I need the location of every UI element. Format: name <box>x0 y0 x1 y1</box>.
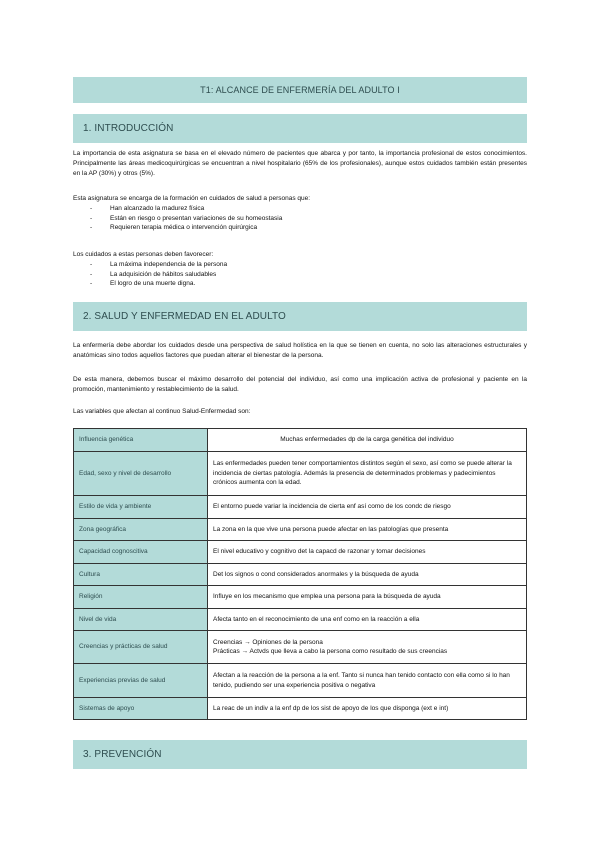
table-row <box>74 698 527 720</box>
table-value: El nivel educativo y cognitivo det la capacd de razonar y tomar decisiones <box>208 541 527 564</box>
table-key: Creencias y prácticas de salud <box>74 631 208 664</box>
table-key: Zona geográfica <box>74 519 208 541</box>
table-row <box>74 664 527 698</box>
table-value-line: Creencias → Opiniones de la persona <box>213 638 323 646</box>
table-key: Sistemas de apoyo <box>74 698 208 720</box>
intro-paragraph-2: Esta asignatura se encarga de la formación en cuidados de salud a personas que: <box>73 195 311 202</box>
variables-table <box>73 428 527 720</box>
list-item: - Requieren terapia médica o intervención quirúrgica <box>90 224 258 232</box>
section-heading-salud-enfermedad: 2. SALUD Y ENFERMEDAD EN EL ADULTO <box>73 302 527 331</box>
table-row <box>74 564 527 586</box>
table-row <box>74 631 527 664</box>
table-value: La reac de un indiv a la enf dp de los sist de apoyo de los que disponga (ext e int) <box>208 698 527 720</box>
table-value <box>208 631 527 664</box>
intro-paragraph-3: Los cuidados a estas personas deben favorecer: <box>73 251 214 258</box>
table-value: Influye en los mecanismo que emplea una persona para la búsqueda de ayuda <box>208 586 527 609</box>
table-row <box>74 452 527 496</box>
intro-paragraph-1: La importancia de esta asignatura se basa en el elevado número de pacientes que abarca y por tanto, la importancia profesional de estos conocimientos. Principalmente las áreas medicoquirúrgicas se encuentran a nivel hospitalario (65% de los profesionales), aunque estos cuidados también están presentes en la AP (30%) y otros (5%). <box>73 150 527 177</box>
table-key: Capacidad cognoscitiva <box>74 541 208 564</box>
table-value-line: Prácticas → Actvds que lleva a cabo la persona como resultado de sus creencias <box>213 648 448 655</box>
intro-list-1 <box>73 204 527 233</box>
table-row <box>74 496 527 519</box>
table-key: Edad, sexo y nivel de desarrollo <box>74 452 208 496</box>
table-row <box>74 609 527 631</box>
table-value: Las enfermedades pueden tener comportamientos distintos según el sexo, así como se puede alterar la incidencia de ciertas patología. Además la presencia de determinados problemas y padecimientos crónicos aumenta con la edad. <box>208 452 527 496</box>
table-key: Religión <box>74 586 208 609</box>
table-value: Det los signos o cond considerados anormales y la búsqueda de ayuda <box>208 564 527 586</box>
list-item: - Han alcanzado la madurez física <box>90 205 205 212</box>
table-key: Influencia genética <box>74 429 208 452</box>
intro-list-2 <box>73 260 527 289</box>
table-value: Muchas enfermedades dp de la carga genética del individuo <box>208 429 527 452</box>
list-item: - El logro de una muerte digna. <box>90 280 196 288</box>
salud-paragraph-3: Las variables que afectan al continuo Salud-Enfermedad son: <box>73 408 251 415</box>
table-key: Estilo de vida y ambiente <box>74 496 208 519</box>
list-item: - Están en riesgo o presentan variaciones de su homeostasia <box>90 214 283 222</box>
list-item: - La adquisición de hábitos saludables <box>90 270 217 278</box>
table-key: Experiencias previas de salud <box>74 664 208 698</box>
table-row <box>74 541 527 564</box>
table-row <box>74 586 527 609</box>
salud-paragraph-2: De esta manera, debemos buscar el máximo desarrollo del potencial del individuo, así como una implicación activa de profesional y paciente en la promoción, mantenimiento y restablecimiento de la salud. <box>73 376 527 393</box>
table-key: Nivel de vida <box>74 609 208 631</box>
table-value: La zona en la que vive una persona puede afectar en las patologías que presenta <box>208 519 527 541</box>
section-heading-prevencion: 3. PREVENCIÓN <box>73 740 527 769</box>
salud-paragraph-1: La enfermería debe abordar los cuidados desde una perspectiva de salud holística en la que se tienen en cuenta, no solo las alteraciones estructurales y anatómicas sino todos aquellos factores que puedan alterar el bienestar de la persona. <box>73 342 527 359</box>
document-title-banner: T1: ALCANCE DE ENFERMERÍA DEL ADULTO I <box>73 77 527 103</box>
table-value: El entorno puede variar la incidencia de cierta enf así como de los condc de riesgo <box>208 496 527 519</box>
table-row <box>74 519 527 541</box>
table-value: Afecta tanto en el reconocimiento de una enf como en la reacción a ella <box>208 609 527 631</box>
section-heading-introduccion: 1. INTRODUCCIÓN <box>73 114 527 143</box>
table-row <box>74 429 527 452</box>
table-value: Afectan a la reacción de la persona a la enf. Tanto si nunca han tenido contacto con ella como si lo han tenido, pudiendo ser una experiencia positiva o negativa <box>208 664 527 698</box>
list-item: - La máxima independencia de la persona <box>90 261 228 268</box>
table-key: Cultura <box>74 564 208 586</box>
